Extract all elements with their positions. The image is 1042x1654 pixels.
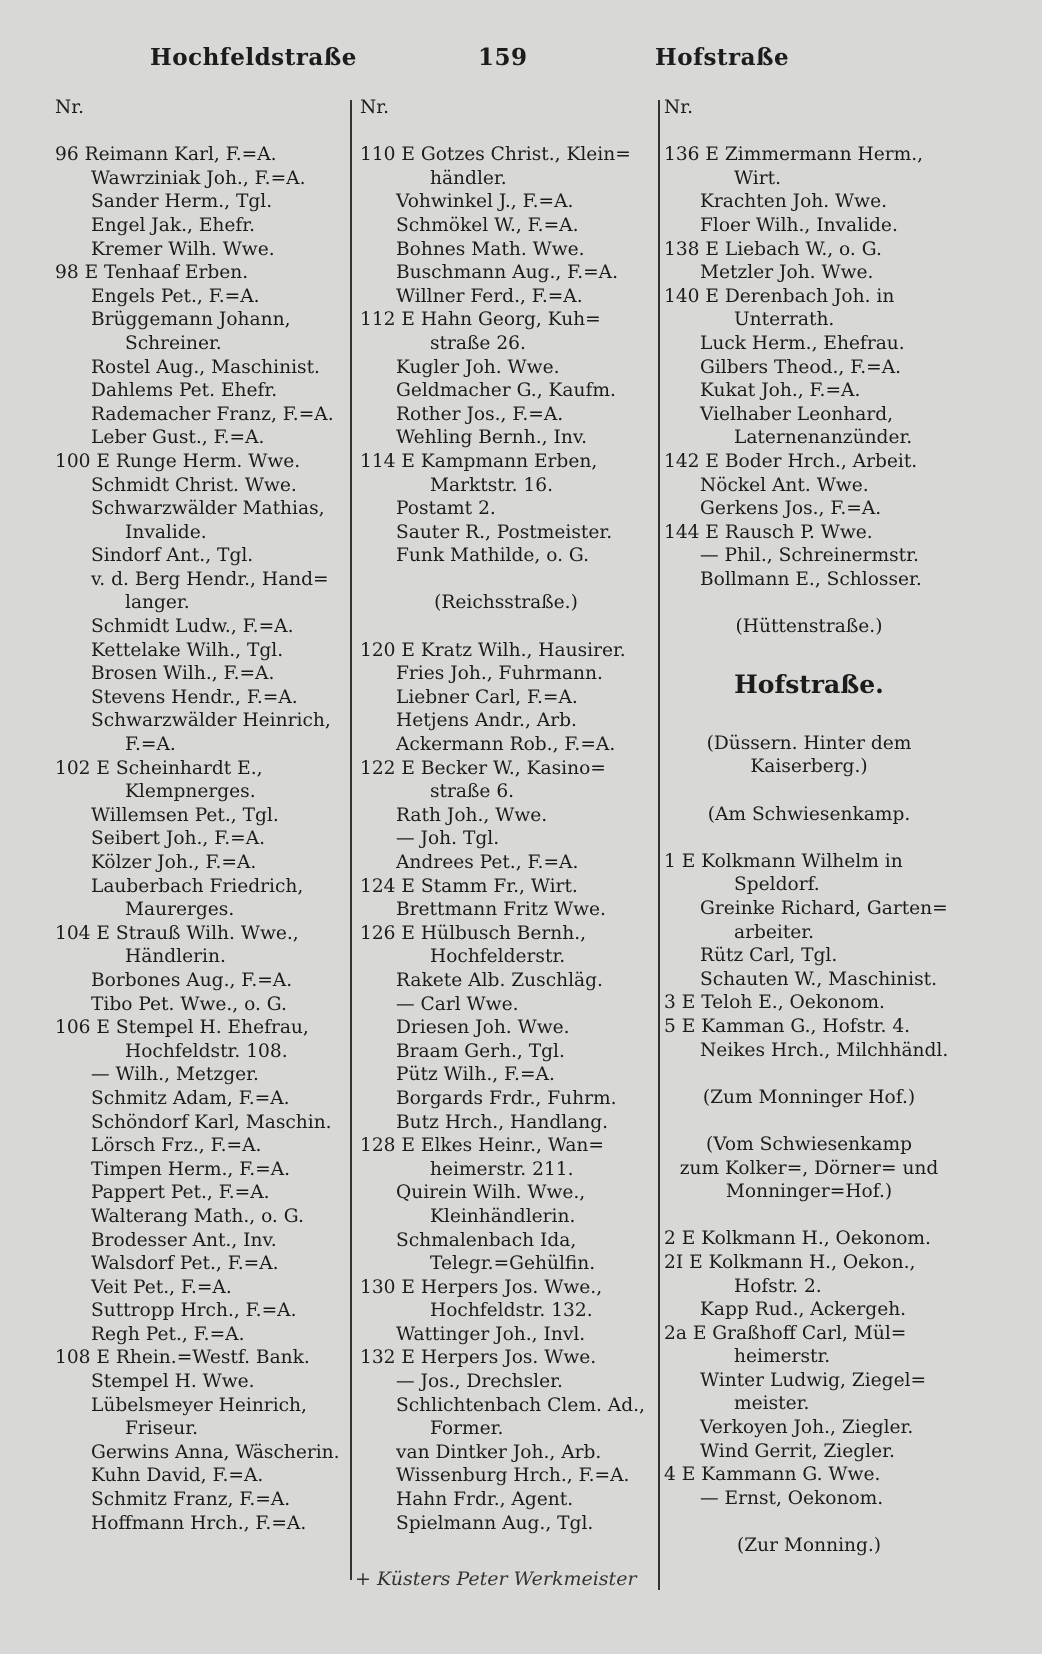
entry-line: Schmidt Ludw., F.=A. — [91, 616, 294, 638]
entry-line: Händlerin. — [125, 946, 226, 968]
blank-line — [664, 1109, 954, 1133]
blank-line — [360, 120, 652, 144]
entry-line: langer. — [125, 592, 190, 614]
entry-line: Walterang Math., o. G. — [91, 1205, 304, 1227]
entry-line: 142 E Boder Hrch., Arbeit. — [664, 450, 918, 472]
entry-line: Spielmann Aug., Tgl. — [396, 1512, 594, 1534]
entry-line: Sander Herm., Tgl. — [91, 191, 273, 213]
blank-line — [664, 591, 954, 615]
entry-line: Brodesser Ant., Inv. — [91, 1229, 277, 1251]
entry-line: Hetjens Andr., Arb. — [396, 710, 577, 732]
entry-line: Pappert Pet., F.=A. — [91, 1182, 270, 1204]
entry-line: Dahlems Pet. Ehefr. — [91, 380, 278, 402]
entry-line: Butz Hrch., Handlang. — [396, 1111, 609, 1133]
street-reference: (Vom Schwiesenkamp — [705, 1133, 913, 1155]
entry-line: Schreiner. — [125, 332, 222, 354]
entry-line: Rath Joh., Wwe. — [396, 804, 548, 826]
entry-line: Stempel H. Wwe. — [91, 1371, 255, 1393]
entry-line: Vohwinkel J., F.=A. — [396, 191, 574, 213]
entry-line: 126 E Hülbusch Bernh., — [360, 922, 587, 944]
entry-line: Lauberbach Friedrich, — [91, 875, 304, 897]
entry-line: Kettelake Wilh., Tgl. — [91, 639, 284, 661]
entry-line: — Phil., Schreinermstr. — [700, 545, 919, 567]
street-reference: (Hüttenstraße.) — [735, 616, 883, 638]
entry-line: 4 E Kammann G. Wwe. — [664, 1464, 881, 1486]
entry-line: 108 E Rhein.=Westf. Bank. — [55, 1347, 310, 1369]
column-3 — [664, 96, 954, 1558]
entry-line: Former. — [430, 1418, 504, 1440]
entry-line: 136 E Zimmermann Herm., — [664, 144, 924, 166]
entry-line: Schmalenbach Ida, — [396, 1229, 577, 1251]
entry-line: 102 E Scheinhardt E., — [55, 757, 263, 779]
header-left-street: Hochfeldstraße — [150, 44, 357, 71]
entry-line: Lörsch Frz., F.=A. — [91, 1135, 262, 1157]
entry-line: — Ernst, Oekonom. — [700, 1487, 884, 1509]
section-title: Hofstraße. — [734, 670, 884, 700]
street-reference: Monninger=Hof.) — [725, 1181, 893, 1203]
entry-line: Brüggemann Johann, — [91, 309, 291, 331]
entry-line: Gerwins Anna, Wäscherin. — [91, 1441, 340, 1463]
street-reference: (Reichsstraße.) — [434, 592, 578, 614]
entry-line: Liebner Carl, F.=A. — [396, 686, 578, 708]
entry-line: Schmitz Adam, F.=A. — [91, 1087, 290, 1109]
entry-line: 100 E Runge Herm. Wwe. — [55, 450, 301, 472]
entry-line: Sauter R., Postmeister. — [396, 521, 613, 543]
entry-line: Leber Gust., F.=A. — [91, 427, 265, 449]
entry-line: Schwarzwälder Mathias, — [91, 498, 325, 520]
entry-line: 2 E Kolkmann H., Oekonom. — [664, 1228, 931, 1250]
entry-line: Ackermann Rob., F.=A. — [396, 734, 616, 756]
entry-line: 104 E Strauß Wilh. Wwe., — [55, 922, 299, 944]
entry-line: 2I E Kolkmann H., Oekon., — [664, 1251, 916, 1273]
column-divider-2 — [658, 100, 660, 1590]
blank-line — [360, 615, 652, 639]
entry-line: Metzler Joh. Wwe. — [700, 262, 874, 284]
entry-line: 120 E Kratz Wilh., Hausirer. — [360, 639, 626, 661]
entry-line: Gerkens Jos., F.=A. — [700, 498, 882, 520]
entry-line: Brettmann Fritz Wwe. — [396, 899, 606, 921]
blank-line — [664, 1204, 954, 1228]
entry-line: Nr. — [55, 97, 85, 118]
entry-line: Unterrath. — [734, 309, 835, 331]
entry-line: Rakete Alb. Zuschläg. — [396, 969, 603, 991]
entry-line: Verkoyen Joh., Ziegler. — [700, 1417, 914, 1439]
entry-line: 114 E Kampmann Erben, — [360, 450, 598, 472]
entry-line: Wehling Bernh., Inv. — [396, 427, 588, 449]
entry-line: 98 E Tenhaaf Erben. — [55, 262, 249, 284]
page-number: 159 — [478, 44, 528, 71]
entry-line: Fries Joh., Fuhrmann. — [396, 663, 603, 685]
entry-line: Marktstr. 16. — [430, 474, 554, 496]
entry-line: Neikes Hrch., Milchhändl. — [700, 1039, 949, 1061]
entry-line: v. d. Berg Hendr., Hand= — [91, 568, 329, 590]
entry-line: Hochfeldstr. 132. — [430, 1300, 593, 1322]
entry-line: Timpen Herm., F.=A. — [91, 1158, 291, 1180]
entry-line: Kremer Wilh. Wwe. — [91, 238, 275, 260]
entry-line: F.=A. — [125, 734, 176, 756]
entry-line: Schmidt Christ. Wwe. — [91, 474, 297, 496]
entry-line: 138 E Liebach W., o. G. — [664, 238, 882, 260]
blank-line — [664, 779, 954, 803]
entry-line: heimerstr. — [734, 1346, 831, 1368]
blank-line — [664, 826, 954, 850]
entry-line: meister. — [734, 1393, 810, 1415]
entry-line: 96 Reimann Karl, F.=A. — [55, 144, 277, 166]
entry-line: Gilbers Theod., F.=A. — [700, 356, 902, 378]
entry-line: Rademacher Franz, F.=A. — [91, 403, 334, 425]
entry-line: Wattinger Joh., Invl. — [396, 1323, 586, 1345]
entry-line: 144 E Rausch P. Wwe. — [664, 521, 873, 543]
entry-line: Schauten W., Maschinist. — [700, 968, 937, 990]
entry-line: Hochfeldstr. 108. — [125, 1040, 288, 1062]
entry-line: 122 E Becker W., Kasino= — [360, 757, 606, 779]
entry-line: Rostel Aug., Maschinist. — [91, 356, 320, 378]
entry-line: Maurerges. — [125, 899, 235, 921]
entry-line: 140 E Derenbach Joh. in — [664, 285, 895, 307]
entry-line: Schmökel W., F.=A. — [396, 214, 579, 236]
blank-line — [664, 639, 954, 663]
entry-line: Schlichtenbach Clem. Ad., — [396, 1394, 645, 1416]
entry-line: Rütz Carl, Tgl. — [700, 945, 838, 967]
entry-line: Schmitz Franz, F.=A. — [91, 1489, 291, 1511]
entry-line: — Carl Wwe. — [396, 993, 519, 1015]
entry-line: Nr. — [664, 97, 694, 118]
entry-line: Kugler Joh. Wwe. — [396, 356, 560, 378]
street-reference: (Zur Monning.) — [736, 1535, 882, 1557]
entry-line: — Jos., Drechsler. — [396, 1371, 563, 1393]
entry-line: 3 E Teloh E., Oekonom. — [664, 992, 885, 1014]
entry-line: Borgards Frdr., Fuhrm. — [396, 1087, 617, 1109]
entry-line: 112 E Hahn Georg, Kuh= — [360, 309, 601, 331]
entry-line: Wissenburg Hrch., F.=A. — [396, 1465, 630, 1487]
entry-line: Suttropp Hrch., F.=A. — [91, 1300, 297, 1322]
entry-line: Friseur. — [125, 1418, 199, 1440]
street-reference: (Zum Monninger Hof.) — [702, 1086, 916, 1108]
entry-line: Kuhn David, F.=A. — [91, 1465, 264, 1487]
entry-line: Hoffmann Hrch., F.=A. — [91, 1512, 307, 1534]
entry-line: Regh Pet., F.=A. — [91, 1323, 245, 1345]
entry-line: Walsdorf Pet., F.=A. — [91, 1253, 279, 1275]
entry-line: heimerstr. 211. — [430, 1158, 574, 1180]
blank-line — [360, 568, 652, 592]
handwritten-note: + Küsters Peter Werkmeister — [355, 1568, 637, 1590]
entry-line: händler. — [430, 167, 507, 189]
entry-line: straße 26. — [430, 332, 526, 354]
entry-line: Bohnes Math. Wwe. — [396, 238, 585, 260]
street-reference: Kaiserberg.) — [750, 756, 868, 778]
entry-line: Brosen Wilh., F.=A. — [91, 663, 275, 685]
street-reference: zum Kolker=, Dörner= und — [679, 1157, 939, 1179]
entry-line: Braam Gerh., Tgl. — [396, 1040, 565, 1062]
entry-line: Kukat Joh., F.=A. — [700, 380, 861, 402]
entry-line: Luck Herm., Ehefrau. — [700, 332, 905, 354]
entry-line: Tibo Pet. Wwe., o. G. — [91, 993, 287, 1015]
entry-line: Schöndorf Karl, Maschin. — [91, 1111, 332, 1133]
entry-line: Bollmann E., Schlosser. — [700, 568, 922, 590]
entry-line: van Dintker Joh., Arb. — [396, 1441, 602, 1463]
blank-line — [664, 120, 954, 144]
entry-line: 124 E Stamm Fr., Wirt. — [360, 875, 578, 897]
entry-line: 106 E Stempel H. Ehefrau, — [55, 1017, 309, 1039]
blank-line — [664, 1062, 954, 1086]
entry-line: arbeiter. — [734, 921, 815, 943]
header-right-street: Hofstraße — [655, 44, 790, 71]
entry-line: Buschmann Aug., F.=A. — [396, 262, 619, 284]
entry-line: Sindorf Ant., Tgl. — [91, 545, 254, 567]
entry-line: Postamt 2. — [396, 498, 496, 520]
entry-line: 132 E Herpers Jos. Wwe. — [360, 1347, 597, 1369]
entry-line: Greinke Richard, Garten= — [700, 898, 948, 919]
entry-line: 2a E Graßhoff Carl, Mül= — [664, 1322, 907, 1344]
entry-line: straße 6. — [430, 781, 515, 803]
entry-line: Veit Pet., F.=A. — [91, 1276, 232, 1298]
entry-line: Andrees Pet., F.=A. — [396, 852, 579, 873]
entry-line: — Joh. Tgl. — [396, 828, 500, 850]
entry-line: 130 E Herpers Jos. Wwe., — [360, 1276, 603, 1298]
entry-line: Quirein Wilh. Wwe., — [396, 1182, 586, 1204]
blank-line — [55, 120, 345, 144]
blank-line — [664, 708, 954, 732]
entry-line: Laternenanzünder. — [734, 427, 913, 449]
entry-line: Wind Gerrit, Ziegler. — [700, 1440, 895, 1462]
column-divider-1 — [350, 100, 352, 1580]
street-reference: (Düssern. Hinter dem — [706, 732, 912, 754]
entry-line: Wirt. — [734, 167, 782, 189]
entry-line: Driesen Joh. Wwe. — [396, 1017, 570, 1039]
entry-line: Stevens Hendr., F.=A. — [91, 686, 298, 708]
street-reference: (Am Schwiesenkamp. — [707, 803, 911, 825]
entry-line: Engels Pet., F.=A. — [91, 285, 260, 307]
entry-line: Kleinhändlerin. — [430, 1205, 576, 1227]
entry-line: Seibert Joh., F.=A. — [91, 828, 266, 850]
entry-line: Pütz Wilh., F.=A. — [396, 1064, 555, 1086]
entry-line: Winter Ludwig, Ziegel= — [700, 1369, 927, 1391]
entry-line: Kölzer Joh., F.=A. — [91, 852, 257, 873]
entry-line: Klempnerges. — [125, 781, 256, 803]
entry-line: Telegr.=Gehülfin. — [430, 1253, 596, 1275]
column-2 — [360, 96, 652, 1535]
entry-line: Willemsen Pet., Tgl. — [91, 804, 279, 826]
entry-line: Engel Jak., Ehefr. — [91, 214, 256, 236]
entry-line: Funk Mathilde, o. G. — [396, 545, 590, 567]
entry-line: 110 E Gotzes Christ., Klein= — [360, 144, 631, 166]
entry-line: Speldorf. — [734, 874, 820, 896]
entry-line: Geldmacher G., Kaufm. — [396, 380, 616, 402]
entry-line: 1 E Kolkmann Wilhelm in — [664, 850, 903, 872]
blank-line — [664, 1510, 954, 1534]
entry-line: Kapp Rud., Ackergeh. — [700, 1299, 907, 1321]
entry-line: Lübelsmeyer Heinrich, — [91, 1394, 307, 1416]
entry-line: Willner Ferd., F.=A. — [396, 285, 583, 307]
entry-line: Nöckel Ant. Wwe. — [700, 474, 869, 496]
entry-line: 5 E Kamman G., Hofstr. 4. — [664, 1015, 911, 1037]
entry-line: Hochfelderstr. — [430, 946, 566, 968]
column-1 — [55, 96, 345, 1535]
entry-line: Krachten Joh. Wwe. — [700, 191, 887, 213]
entry-line: Nr. — [360, 97, 390, 118]
entry-line: Schwarzwälder Heinrich, — [91, 710, 331, 732]
entry-line: — Wilh., Metzger. — [91, 1064, 259, 1086]
entry-line: Vielhaber Leonhard, — [700, 403, 894, 425]
entry-line: Rother Jos., F.=A. — [396, 403, 564, 425]
entry-line: Hahn Frdr., Agent. — [396, 1489, 574, 1511]
entry-line: Invalide. — [125, 521, 207, 543]
entry-line: Wawrziniak Joh., F.=A. — [91, 167, 306, 189]
entry-line: Hofstr. 2. — [734, 1275, 822, 1297]
entry-line: Floer Wilh., Invalide. — [700, 214, 898, 236]
entry-line: Borbones Aug., F.=A. — [91, 969, 293, 991]
entry-line: 128 E Elkes Heinr., Wan= — [360, 1135, 604, 1157]
